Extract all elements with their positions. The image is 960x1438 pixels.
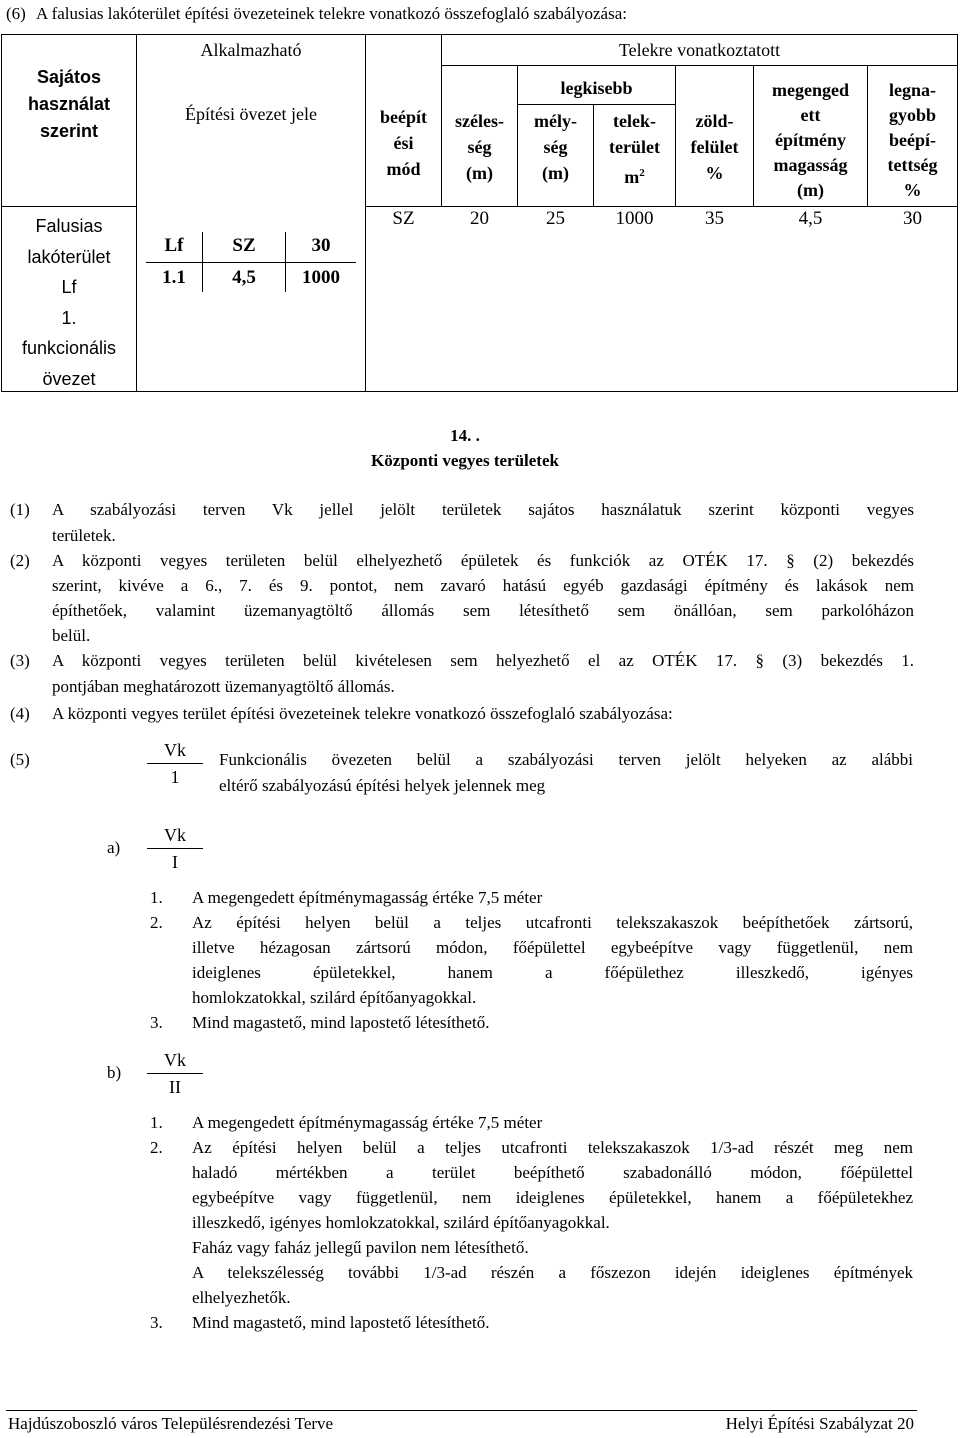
header-melyseg: mély- ség (m) bbox=[534, 111, 577, 183]
section-title-14: Központi vegyes területek bbox=[371, 451, 559, 470]
p2-line: építhetőek, valamint üzemanyagtöltő állomás sem létesíthető sem önállóan, sem parkolóházon bbox=[52, 601, 914, 620]
list-a-3-text: Mind magastető, mind lapostető létesíthető. bbox=[192, 1013, 490, 1032]
header-beepitesi-mod: beépít ési mód bbox=[380, 107, 427, 179]
p4-number: (4) bbox=[10, 704, 30, 723]
section-number-14: 14. . bbox=[450, 426, 480, 445]
value-beepitettseg: 30 bbox=[903, 208, 922, 229]
list-a-2-line: ideiglenes épületekkel, hanem a főépülethez illeszkedő, igényes bbox=[192, 963, 913, 982]
header-zoldfelulet: zöld- felület % bbox=[690, 111, 739, 183]
sub-b-label: b) bbox=[107, 1063, 122, 1082]
list-a-2-line: Az építési helyen belül a teljes utcafronti telekszakaszok beépíthetőek zártsorú, bbox=[192, 913, 913, 932]
list-a-1-text: A megengedett építménymagasság értéke 7,5 méter bbox=[192, 888, 543, 907]
section-heading: A falusias lakóterület építési övezeteinek telekre vonatkozó összefoglaló szabályozása: bbox=[36, 4, 627, 23]
value-mod: SZ bbox=[392, 208, 415, 229]
p4-line: A központi vegyes terület építési övezeteinek telekre vonatkozó összefoglaló szabályozása: bbox=[52, 704, 673, 723]
col1-zone-name: Falusias lakóterület Lf 1. funkcionális övezet bbox=[21, 216, 117, 389]
p5-line: eltérő szabályozású építési helyek jelennek meg bbox=[219, 776, 546, 795]
symbol-build-mode: SZ bbox=[232, 235, 256, 256]
sub-a-label: a) bbox=[107, 838, 121, 857]
p2-line: szerint, kivéve a 6., 7. és 9. pontot, nem zavaró hatású egyéb gazdasági építmény és lakások nem bbox=[52, 576, 914, 595]
zone-symbol-vk-1: Vk 1 bbox=[147, 737, 203, 790]
symbol-lot-area: 1000 bbox=[302, 267, 340, 288]
p2-number: (2) bbox=[10, 551, 30, 570]
list-b-2-line: egybeépítve vagy függetlenül, nem ideiglenes épületekkel, hanem a főépületekhez bbox=[192, 1188, 913, 1207]
header-magassag: megenged ett építmény magasság (m) bbox=[772, 80, 849, 200]
list-b-2-line: elhelyezhetők. bbox=[192, 1288, 291, 1307]
p5-number: (5) bbox=[10, 750, 30, 769]
value-zold: 35 bbox=[705, 208, 724, 229]
header-legkisebb: legkisebb bbox=[560, 78, 633, 98]
header-beepitettseg: legna- gyobb beépí- tettség % bbox=[887, 80, 938, 200]
p3-line: pontjában meghatározott üzemanyagtöltő állomás. bbox=[52, 677, 395, 696]
list-b-2-number: 2. bbox=[150, 1138, 163, 1157]
zone-symbol-vk-i: Vk I bbox=[147, 822, 203, 875]
value-telekterulet: 1000 bbox=[615, 208, 654, 229]
header-epitesi-ovezet-jele: Építési övezet jele bbox=[185, 104, 317, 124]
footer-left: Hajdúszoboszló város Településrendezési Terve bbox=[8, 1414, 334, 1433]
header-szelesseg: széles- ség (m) bbox=[455, 111, 504, 183]
p3-line: A központi vegyes területen belül kivételesen sem helyezhető el az OTÉK 17. § (3) bekezdés 1. bbox=[52, 651, 914, 670]
value-magassag: 4,5 bbox=[798, 208, 823, 229]
list-b-2-line: illeszkedő, igényes homlokzatokkal, szilárd építőanyagokkal. bbox=[192, 1213, 610, 1232]
col-header-sajatos: Sajátos használat szerint bbox=[27, 67, 111, 141]
symbol-subzone: 1.1 bbox=[162, 267, 186, 288]
list-a-1-number: 1. bbox=[150, 888, 163, 907]
zone-symbol-vk-ii: Vk II bbox=[147, 1047, 203, 1100]
list-a-3-number: 3. bbox=[150, 1013, 163, 1032]
list-a-2-number: 2. bbox=[150, 913, 163, 932]
list-b-3-number: 3. bbox=[150, 1313, 163, 1332]
footer-rule bbox=[6, 1410, 917, 1411]
value-szelesseg: 20 bbox=[470, 208, 489, 229]
list-b-2-line: A telekszélesség további 1/3-ad részén a főszezon idején ideiglenes építmények bbox=[192, 1263, 913, 1282]
p5-line: Funkcionális övezeten belül a szabályozási terven jelölt helyeken az alábbi bbox=[219, 750, 913, 769]
list-a-2-line: illetve hézagosan zártsorú módon, főépülettel egybeépítve vagy függetlenül, nem bbox=[192, 938, 913, 957]
p1-number: (1) bbox=[10, 500, 30, 519]
footer-right: Helyi Építési Szabályzat 20 bbox=[725, 1414, 914, 1433]
p2-line: A központi vegyes területen belül elhelyezhető épületek és funkciók az OTÉK 17. § (2) bekezdés bbox=[52, 551, 914, 570]
header-telekre: Telekre vonatkoztatott bbox=[618, 40, 781, 60]
symbol-coverage: 30 bbox=[311, 235, 331, 256]
p1-line: területek. bbox=[52, 526, 116, 545]
p1-line: A szabályozási terven Vk jellel jelölt területek sajátos használatuk szerint központi vegyes bbox=[52, 500, 914, 519]
list-b-2-line: Faház vagy faház jellegű pavilon nem létesíthető. bbox=[192, 1238, 529, 1257]
symbol-type: Lf bbox=[164, 235, 184, 256]
header-alkalmazhato: Alkalmazható bbox=[200, 40, 302, 60]
value-melyseg: 25 bbox=[546, 208, 565, 229]
list-b-1-text: A megengedett építménymagasság értéke 7,5 méter bbox=[192, 1113, 543, 1132]
list-b-1-number: 1. bbox=[150, 1113, 163, 1132]
list-b-2-line: haladó mértékben a terület beépíthető szabadonálló módon, főépülettel bbox=[192, 1163, 913, 1182]
p2-line: belül. bbox=[52, 626, 91, 645]
section-number: (6) bbox=[6, 4, 26, 23]
p3-number: (3) bbox=[10, 651, 30, 670]
symbol-height: 4,5 bbox=[232, 267, 256, 288]
list-a-2-line: homlokzatokkal, szilárd építőanyagokkal. bbox=[192, 988, 477, 1007]
list-b-3-text: Mind magastető, mind lapostető létesíthető. bbox=[192, 1313, 490, 1332]
list-b-2-line: Az építési helyen belül a teljes utcafronti telekszakaszok 1/3-ad részét meg nem bbox=[192, 1138, 913, 1157]
header-telekterulet: telek- terület $m^2$ bbox=[609, 111, 660, 187]
